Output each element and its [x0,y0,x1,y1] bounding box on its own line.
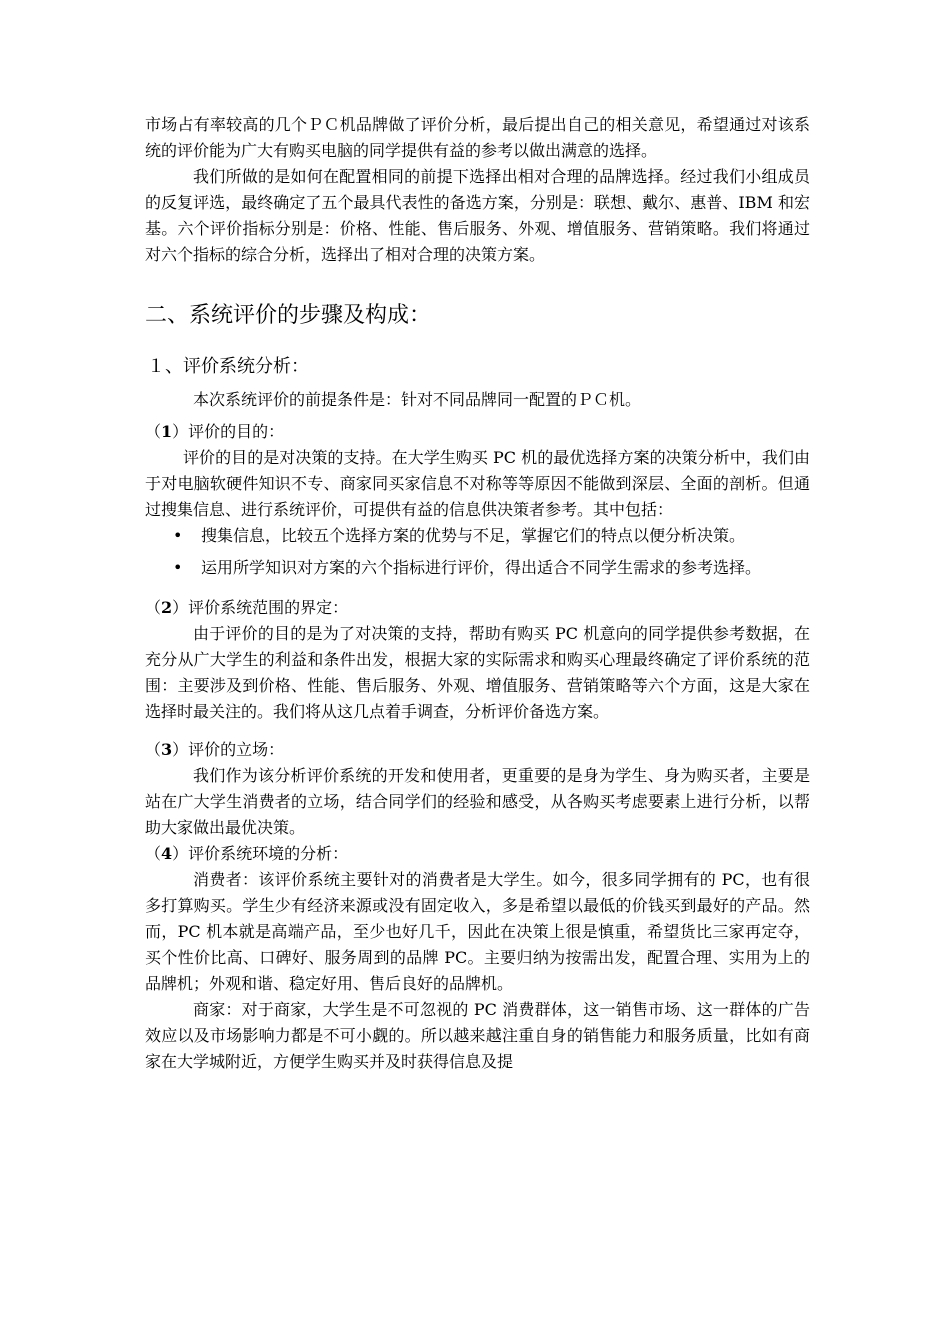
item-4-consumer-paragraph: 消费者：该评价系统主要针对的消费者是大学生。如今，很多同学拥有的 PC，也有很多打算购买。学生少有经济来源或没有固定收入，多是希望以最低的价钱买到最好的产品。然而，PC 机本就是高端产品，至少也好几千，因此在决策上很是慎重，希望货比三家再定夺，买个性价比高、口碑好、服务周到的品牌 PC。主要归纳为按需出发，配置合理、实用为上的品牌机；外观和谐、稳定好用、售后良好的品牌机。 [145,870,810,993]
item-4-heading: （4）评价系统环境的分析： [145,844,349,863]
item-2-number: 2 [161,598,173,617]
list-item [145,555,810,581]
section-2-heading: 二、系统评价的步骤及构成： [145,303,432,328]
subsection-1-heading: １、评价系统分析： [147,356,309,377]
item-3-label: 评价的立场： [188,740,285,759]
bullet-text: 运用所学知识对方案的六个指标进行评价，得出适合不同学生需求的参考选择。 [201,558,762,577]
document-page [145,112,810,1075]
item-1-bullet-list [145,523,810,581]
item-1-label: 评价的目的： [188,422,285,441]
item-3-heading: （3）评价的立场： [145,740,285,759]
item-3-number: 3 [161,740,173,759]
bullet-text: 搜集信息，比较五个选择方案的优势与不足，掌握它们的特点以便分析决策。 [201,526,746,545]
bullet-icon: • [173,526,183,545]
item-1-number: 1 [161,422,173,441]
list-item [145,523,810,549]
item-1-text: 评价的目的是对决策的支持。在大学生购买 PC 机的最优选择方案的决策分析中，我们由于对电脑软硬件知识不专、商家同买家信息不对称等等原因不能做到深层、全面的剖析。但通过搜集信息、进行系统评价，可提供有益的信息供决策者参考。其中包括： [145,448,810,519]
item-3-text: 我们作为该分析评价系统的开发和使用者，更重要的是身为学生、身为购买者，主要是站在广大学生消费者的立场，结合同学们的经验和感受，从各购买考虑要素上进行分析，以帮助大家做出最优决策。 [145,766,810,837]
item-2-text: 由于评价的目的是为了对决策的支持，帮助有购买 PC 机意向的同学提供参考数据，在充分从广大学生的利益和条件出发，根据大家的实际需求和购买心理最终确定了评价系统的范围：主要涉及到价格、性能、售后服务、外观、增值服务、营销策略等六个方面，这是大家在选择时最关注的。我们将从这几点着手调查，分析评价备选方案。 [145,624,810,721]
item-4-number: 4 [161,844,173,863]
item-2-heading: （2）评价系统范围的界定： [145,598,349,617]
intro-paragraph-1: 市场占有率较高的几个ＰＣ机品牌做了评价分析，最后提出自己的相关意见，希望通过对该系统的评价能为广大有购买电脑的同学提供有益的参考以做出满意的选择。 [145,115,810,160]
premise-paragraph: 本次系统评价的前提条件是：针对不同品牌同一配置的ＰＣ机。 [193,390,642,409]
item-2-label: 评价系统范围的界定： [188,598,349,617]
intro-paragraph-2: 我们所做的是如何在配置相同的前提下选择出相对合理的品牌选择。经过我们小组成员的反复评选，最终确定了五个最具代表性的备选方案，分别是：联想、戴尔、惠普、IBM 和宏基。六个评价指标分别是：价格、性能、售后服务、外观、增值服务、营销策略。我们将通过对六个指标的综合分析，选择出了相对合理的决策方案。 [145,167,810,264]
item-1-heading: （1）评价的目的： [145,422,285,441]
item-4-merchant-paragraph: 商家：对于商家，大学生是不可忽视的 PC 消费群体，这一销售市场、这一群体的广告效应以及市场影响力都是不可小觑的。所以越来越注重自身的销售能力和服务质量，比如有商家在大学城附近，方便学生购买并及时获得信息及提 [145,1000,810,1071]
bullet-icon: • [173,558,183,577]
item-4-label: 评价系统环境的分析： [188,844,349,863]
